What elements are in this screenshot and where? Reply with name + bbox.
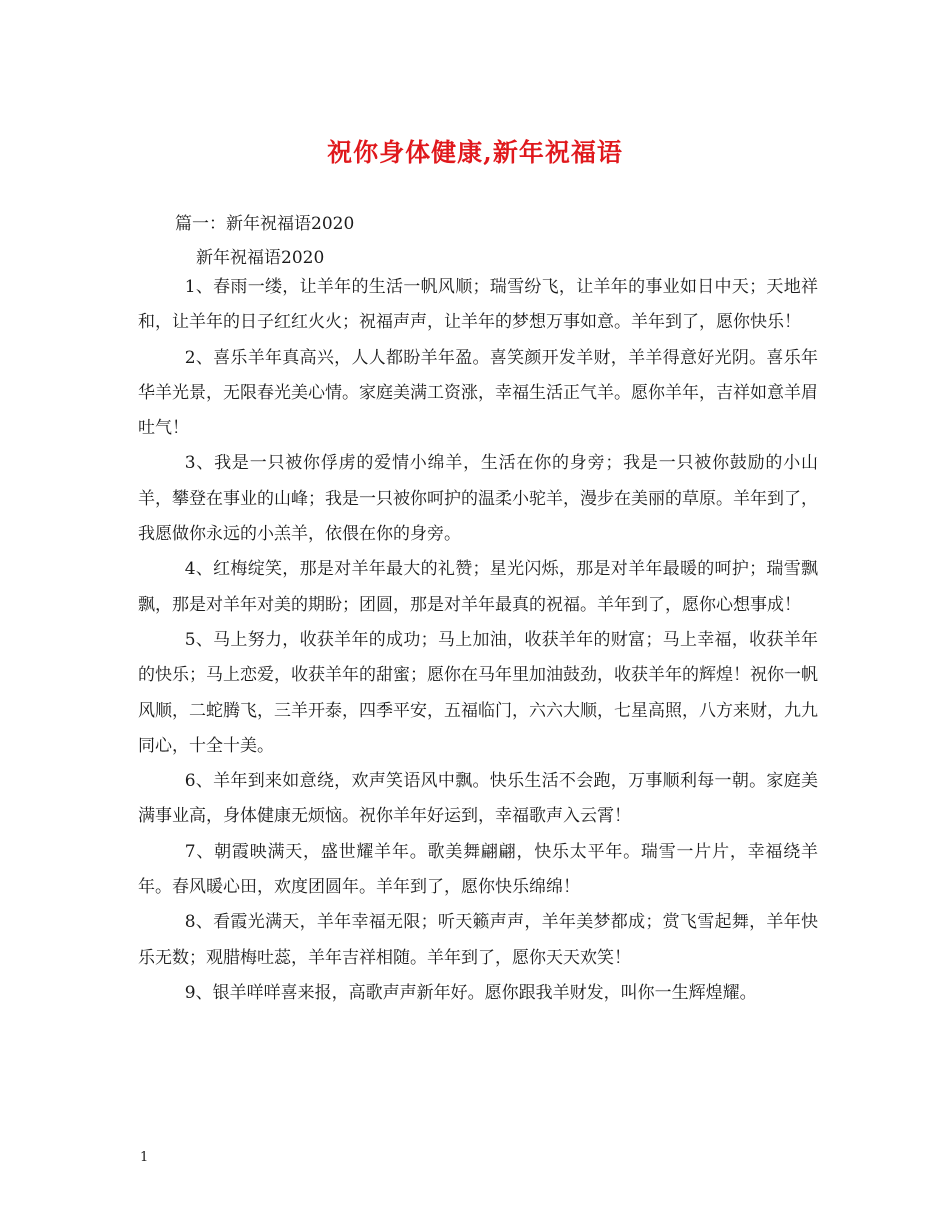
paragraph-1: 1、春雨一缕，让羊年的生活一帆风顺；瑞雪纷飞，让羊年的事业如日中天；天地祥和，让羊年的日子红红火火；祝福声声，让羊年的梦想万事如意。羊年到了，愿你快乐！ [138, 277, 818, 333]
section-heading: 篇一：新年祝福语2020 [175, 214, 355, 234]
paragraph-5: 5、马上努力，收获羊年的成功；马上加油，收获羊年的财富；马上幸福，收获羊年的快乐；马上恋爱，收获羊年的甜蜜；愿你在马年里加油鼓劲，收获羊年的辉煌！祝你一帆风顺，二蛇腾飞，三羊开泰，四季平安，五福临门，六六大顺，七星高照，八方来财，九九同心，十全十美。 [138, 629, 818, 756]
paragraph-2: 2、喜乐羊年真高兴，人人都盼羊年盈。喜笑颜开发羊财，羊羊得意好光阴。喜乐年华羊光景，无限春光美心情。家庭美满工资涨，幸福生活正气羊。愿你羊年，吉祥如意羊眉吐气！ [138, 347, 818, 439]
page-number: 1 [140, 1150, 149, 1165]
paragraph-8: 8、看霞光满天，羊年幸福无限；听天籁声声，羊年美梦都成；赏飞雪起舞，羊年快乐无数；观腊梅吐蕊，羊年吉祥相随。羊年到了，愿你天天欢笑！ [138, 912, 818, 968]
paragraph-3: 3、我是一只被你俘虏的爱情小绵羊，生活在你的身旁；我是一只被你鼓励的小山羊，攀登在事业的山峰；我是一只被你呵护的温柔小驼羊，漫步在美丽的草原。羊年到了，我愿做你永远的小羔羊，依偎在你的身旁。 [138, 453, 818, 545]
paragraph-9: 9、银羊咩咩喜来报，高歌声声新年好。愿你跟我羊财发，叫你一生辉煌耀。 [184, 982, 757, 1003]
paragraph-6: 6、羊年到来如意绕，欢声笑语风中飘。快乐生活不会跑，万事顺利每一朝。家庭美满事业高，身体健康无烦恼。祝你羊年好运到，幸福歌声入云霄！ [138, 771, 818, 827]
paragraph-7: 7、朝霞映满天，盛世耀羊年。歌美舞翩翩，快乐太平年。瑞雪一片片，幸福绕羊年。春风暖心田，欢度团圆年。羊年到了，愿你快乐绵绵！ [138, 841, 818, 898]
document-title: 祝你身体健康,新年祝福语 [327, 138, 623, 167]
sub-heading: 新年祝福语2020 [196, 248, 325, 268]
body-text [138, 270, 818, 1011]
paragraph-4: 4、红梅绽笑，那是对羊年最大的礼赞；星光闪烁，那是对羊年最暖的呵护；瑞雪飘飘，那是对羊年对美的期盼；团圆，那是对羊年最真的祝福。羊年到了，愿你心想事成！ [138, 559, 818, 615]
